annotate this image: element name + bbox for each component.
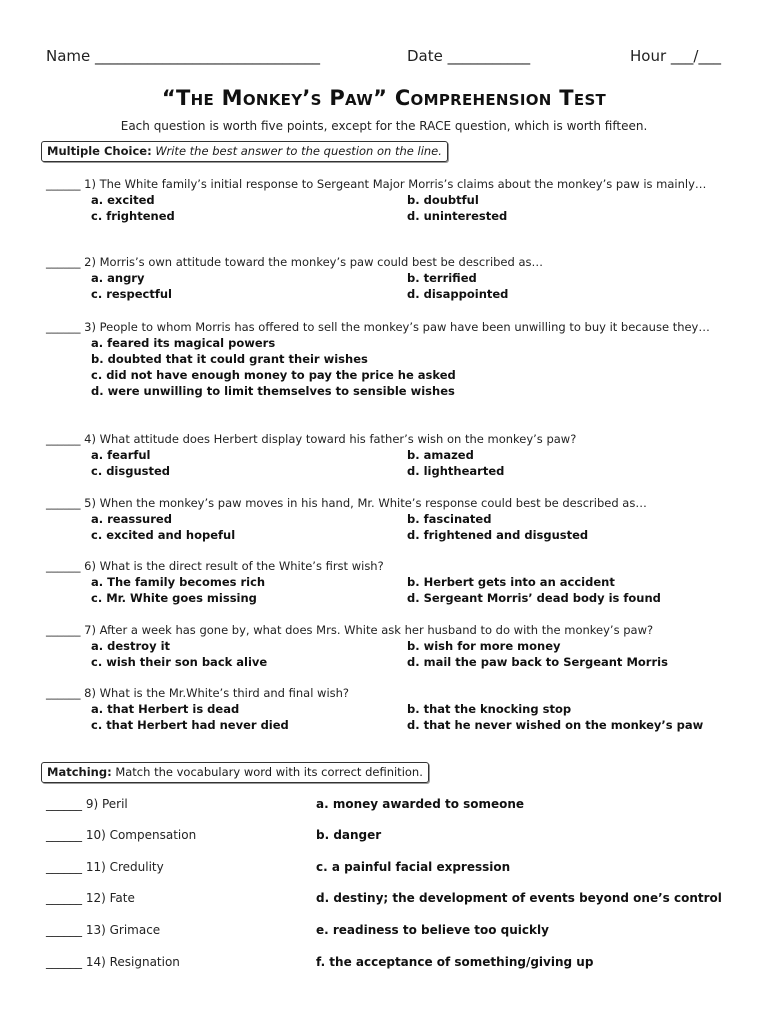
option-a: a. destroy it: [91, 639, 171, 653]
multiple-choice-heading: Multiple Choice:: [47, 144, 152, 158]
question-stem: ______ 6) What is the direct result of the White’s first wish?: [46, 559, 384, 573]
matching-definition: b. danger: [316, 828, 382, 842]
matching-term: ______ 12) Fate: [46, 891, 135, 905]
question-stem: ______ 4) What attitude does Herbert display toward his father’s wish on the monkey’s paw?: [46, 432, 577, 446]
question-4: [46, 431, 726, 479]
matching-definition: d. destiny; the development of events beyond one’s control: [316, 891, 722, 905]
matching-row: [46, 797, 726, 813]
option-d: d. mail the paw back to Sergeant Morris: [407, 655, 668, 669]
option-b: b. terrified: [407, 271, 477, 285]
matching-term: ______ 10) Compensation: [46, 828, 197, 842]
option-c: c. respectful: [91, 287, 172, 301]
question-stem: ______ 3) People to whom Morris has offered to sell the monkey’s paw have been unwilling to buy it because they…: [46, 320, 710, 334]
question-2: [46, 254, 726, 302]
question-1: [46, 176, 726, 224]
matching-term: ______ 14) Resignation: [46, 955, 180, 969]
question-8: [46, 685, 726, 733]
option-c: c. wish their son back alive: [91, 655, 268, 669]
matching-row: [46, 923, 726, 939]
multiple-choice-heading-box: [41, 141, 448, 162]
matching-heading-box: [41, 762, 429, 783]
matching-term: ______ 13) Grimace: [46, 923, 161, 937]
option-b: b. doubtful: [407, 193, 479, 207]
question-stem: ______ 7) After a week has gone by, what does Mrs. White ask her husband to do with the monkey’s paw?: [46, 623, 654, 637]
option-d: d. Sergeant Morris’ dead body is found: [407, 591, 661, 605]
matching-definition: a. money awarded to someone: [316, 797, 525, 811]
option-a: a. reassured: [91, 512, 172, 526]
page-subtitle: Each question is worth five points, except for the RACE question, which is worth fifteen.: [120, 119, 648, 133]
option-a: a. that Herbert is dead: [91, 702, 240, 716]
option-d: d. frightened and disgusted: [407, 528, 589, 542]
question-stem: ______ 2) Morris’s own attitude toward the monkey’s paw could best be described as…: [46, 255, 544, 269]
option-a: a. fearful: [91, 448, 151, 462]
option-d: d. that he never wished on the monkey’s paw: [407, 718, 704, 732]
option-d: d. disappointed: [407, 287, 509, 301]
option-d: d. lighthearted: [407, 464, 505, 478]
matching-term: ______ 9) Peril: [46, 797, 128, 811]
matching-row: [46, 891, 726, 907]
matching-row: [46, 828, 726, 844]
question-6: [46, 558, 726, 606]
option-b: b. Herbert gets into an accident: [407, 575, 615, 589]
option-c: c. that Herbert had never died: [91, 718, 289, 732]
option-b: b. doubted that it could grant their wishes: [91, 352, 368, 366]
question-stem: ______ 5) When the monkey’s paw moves in his hand, Mr. White’s response could best be described as…: [46, 496, 647, 510]
matching-definition: e. readiness to believe too quickly: [316, 923, 549, 937]
option-d: d. were unwilling to limit themselves to sensible wishes: [91, 384, 455, 398]
option-c: c. did not have enough money to pay the price he asked: [91, 368, 456, 382]
question-3: [46, 319, 726, 399]
multiple-choice-instruction: Write the best answer to the question on the line.: [155, 144, 442, 158]
page-title: “The Monkey’s Paw” Comprehension Test: [161, 86, 607, 110]
option-a: a. feared its magical powers: [91, 336, 276, 350]
name-field[interactable]: Name ______________________________: [46, 47, 321, 65]
option-c: c. frightened: [91, 209, 175, 223]
date-field[interactable]: Date ___________: [407, 47, 531, 65]
option-c: c. Mr. White goes missing: [91, 591, 257, 605]
question-stem: ______ 1) The White family’s initial response to Sergeant Major Morris’s claims about the monkey’s paw is mainly…: [46, 177, 707, 191]
option-a: a. The family becomes rich: [91, 575, 266, 589]
matching-definition: f. the acceptance of something/giving up: [316, 955, 594, 969]
question-5: [46, 495, 726, 543]
option-c: c. excited and hopeful: [91, 528, 236, 542]
option-b: b. that the knocking stop: [407, 702, 572, 716]
option-d: d. uninterested: [407, 209, 508, 223]
option-b: b. wish for more money: [407, 639, 561, 653]
matching-definition: c. a painful facial expression: [316, 860, 511, 874]
question-7: [46, 622, 726, 670]
matching-term: ______ 11) Credulity: [46, 860, 164, 874]
option-a: a. angry: [91, 271, 145, 285]
matching-instruction: Match the vocabulary word with its correct definition.: [115, 765, 423, 779]
matching-heading: Matching:: [47, 765, 112, 779]
option-b: b. amazed: [407, 448, 474, 462]
option-c: c. disgusted: [91, 464, 171, 478]
matching-row: [46, 955, 726, 971]
question-stem: ______ 8) What is the Mr.White’s third and final wish?: [46, 686, 350, 700]
hour-field[interactable]: Hour ___/___: [630, 47, 721, 65]
option-a: a. excited: [91, 193, 155, 207]
option-b: b. fascinated: [407, 512, 492, 526]
matching-row: [46, 860, 726, 876]
